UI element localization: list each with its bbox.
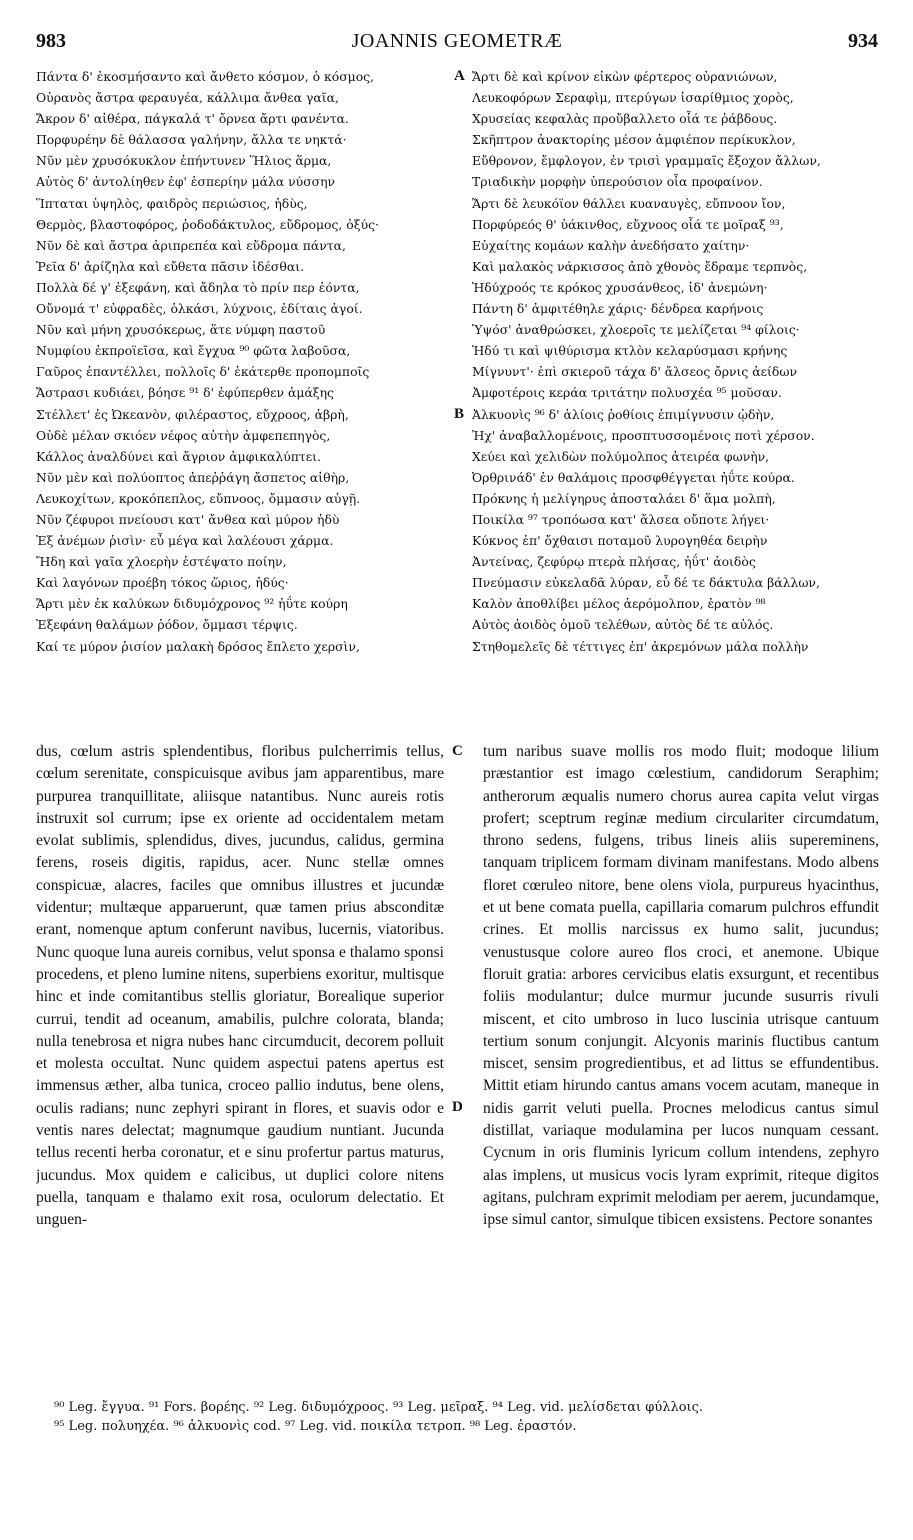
verse-line: Τριαδικὴν μορφὴν ὑπερούσιον οἷα προφαίνον. <box>472 174 763 190</box>
verse-line: Ποικίλα ⁹⁷ τροπόωσα κατ' ἄλσεα οὔποτε λήγει· <box>472 511 770 527</box>
latin-translation-column-right: tum naribus suave mollis ros modo fluit; modoque lilium præstantior est imago cœlestium, candidorum Seraphim; antherorum æqualis numero chorus aurea capita velut virgas profert; sceptrum reginæ medium circulariter circumdatum, throno sedens, fulgens, tribus lineis aliis supereminens, tanquam triplicem formam divinam manifestans. Modo albens floret cœruleo nitore, bene olens viola, purpureus hyacinthus, et ut bene comata puella, capillaria comarum pulchros effundit crines. Et mollis narcissus ex humo salit, jucundus; venustusque colore aureo flos croci, et anemone. Ubique floruit gratia: arbores cervicibus elatis exsurgunt, et recentibus foliis modulantur; dulce murmur jucunde susurris rivuli miscent, et cito umbroso in luco luscinia utrisque cantuum tertium sonum conjungit. Alcyonis marinis fluctibus cantum miscet, sensim progredientibus, et ad littus se effundentibus. Mittit etiam hirundo cantus amans vocem acutam, maneque in nidis garrit veluti puella. Procnes melodicus cantus simul distillat, variaque modulamina per lucos nunquam cessant. Cycnum in oris fluminis lyricum collum intendens, zephyro alas implens, ut musicus vocis lyram exprimit, riteque digitos agitans, pulchram exprimit melodiam per aerem, jucundamque, ipse simul cantor, simulque tibicen exsistens. Pectore sonantes <box>483 743 879 1229</box>
margin-marker-c: C <box>452 743 463 759</box>
verse-line: Ἄρτι δὲ καὶ κρίνον εἰκὼν φέρτερος οὐρανιώνων, <box>472 69 778 84</box>
verse-line: Ἵπταται ὑψηλὸς, φαιδρὸς περιώσιος, ἡδὺς, <box>36 195 308 211</box>
verse-line: Κύκνος ἐπ' ὄχθαισι ποταμοῦ λυρογηθέα δειρὴν <box>472 533 768 549</box>
verse-line: Καὶ λαγόνων προέβη τόκος ὥριος, ἡδύς· <box>36 575 289 591</box>
page-number-left: 983 <box>36 30 66 52</box>
verse-line: Πολλὰ δέ γ' ἐξεφάνη, καὶ ἄδηλα τὸ πρίν περ ἐόντα, <box>36 279 360 295</box>
footnote-line: ⁹⁰ Leg. ἔγγυα. ⁹¹ Fors. βορέης. ⁹² Leg. διδυμόχροος. ⁹³ Leg. μεῖραξ. ⁹⁴ Leg. vid. μελίσδεται φύλλοις. <box>54 1400 704 1415</box>
verse-line: Οὔνομά τ' εὐφραδὲς, ὁλκάσι, λύχνοις, ἐδίταις ἁγοί. <box>36 301 363 317</box>
verse-line: Πνεύμασιν εὐκελαδᾶ λύραν, εὖ δέ τε δάκτυλα βάλλων, <box>472 575 820 591</box>
verse-line: Ἀντείνας, ζεφύρῳ πτερὰ πλήσας, ἠΰτ' ἀοιδὸς <box>472 554 756 570</box>
verse-line: Νυμφίου ἐκπροϊεῖσα, καὶ ἔγχυα ⁹⁰ φῶτα λαβοῦσα, <box>36 343 351 359</box>
verse-line: Μίγνυντ'· ἐπὶ σκιεροῦ τάχα δ' ἄλσεος ὄρνις ἀείδων <box>472 364 798 380</box>
verse-line: Οὐδὲ μέλαν σκιόεν νέφος αὐτὴν ἀμφεπεπηγὸς, <box>36 427 331 443</box>
verse-line: Ὑψόσ' ἀναθρώσκει, χλοεροῖς τε μελίζεται ⁹⁴ φίλοις· <box>472 322 800 338</box>
verse-line: Γαῦρος ἐπαντέλλει, πολλοῖς δ' ἑκάτερθε προπομποῖς <box>36 364 370 380</box>
verse-line: Ἤδη καὶ γαῖα χλοερὴν ἑστέψατο ποίην, <box>36 554 287 570</box>
verse-line: Θερμὸς, βλαστοφόρος, ῥοδοδάκτυλος, εὔδρομος, ὀξύς· <box>36 216 379 232</box>
margin-marker-b: B <box>454 406 465 422</box>
verse-line: Ἀμφοτέροις κεράα τριτάτην πολυσχέα ⁹⁵ μοῦσαν. <box>472 385 782 401</box>
verse-line: Ἀλκυονὶς ⁹⁶ δ' ἁλίοις ῥοθίοις ἐπιμίγνυσιν ᾠδὴν, <box>472 406 775 422</box>
verse-line: Καὶ μαλακὸς νάρκισσος ἀπὸ χθονὸς ἔδραμε τερπνὸς, <box>472 258 808 274</box>
verse-line: Λευκοχίτων, κροκόπεπλος, εὔπνοος, ὄμμασιν αὐγῇ. <box>36 490 361 506</box>
verse-line: Κάλλος ἀναλδύνει καὶ ἄγριον ἀμφικαλύπτει. <box>36 448 321 464</box>
margin-marker-a: A <box>454 68 465 84</box>
verse-line: Νῦν μὲν καὶ πολύοπτος ἀπεῤῥάγη ἄσπετος αἰθὴρ, <box>36 469 350 485</box>
verse-line: Καί τε μύρον ῥισίον μαλακὴ δρόσος ἔπλετο χερσὶν, <box>36 638 360 654</box>
verse-line: Πάντη δ' ἀμφιτέθηλε χάρις· δένδρεα καρήνοις <box>472 301 764 317</box>
verse-line: Εὔθρονον, ἔμφλογον, ἐν τρισὶ γραμμαῖς ἔξοχον ἄλλων, <box>472 153 821 169</box>
verse-line: Στηθομελεῖς δὲ τέττιγες ἐπ' ἀκρεμόνων μάλα πολλὴν <box>472 638 809 654</box>
margin-marker-d: D <box>452 1099 463 1115</box>
verse-line: Νῦν δὲ καὶ ἄστρα ἀριπρεπέα καὶ εὔδρομα πάντα, <box>36 237 346 253</box>
running-title: JOANNIS GEOMETRÆ <box>351 30 563 52</box>
running-header <box>36 30 878 58</box>
verse-line: Ἠχ' ἀναβαλλομένοις, προσπτυσσομένοις ποτὶ χέρσον. <box>472 427 815 443</box>
verse-line: Χρυσείας κεφαλὰς προὔβαλλετο οἷά τε ῥάβδους. <box>472 111 778 127</box>
verse-line: Οὐρανὸς ἄστρα φεραυγέα, κάλλιμα ἄνθεα γαῖα, <box>36 90 339 106</box>
verse-line: Νῦν καὶ μήνη χρυσόκερως, ἅτε νύμφη παστοῦ <box>36 322 326 338</box>
verse-line: Ἡδύχροός τε κρόκος χρυσάνθεος, ἰδ' ἀνεμώνη· <box>472 279 768 295</box>
footnotes <box>54 1398 878 1436</box>
verse-line: Εὐχαίτης κομάων καλὴν ἀνεδήσατο χαίτην· <box>472 237 750 253</box>
verse-line: Ῥεῖα δ' ἀρίζηλα καὶ εὔθετα πᾶσιν ἰδέσθαι. <box>36 258 305 274</box>
verse-line: Ἄρτι μὲν ἐκ καλύκων διδυμόχρονος ⁹² ἠΰτε κούρη <box>36 596 348 612</box>
verse-line: Λευκοφόρων Σεραφὶμ, πτερύγων ἰσαρίθμιος χορὸς, <box>472 90 794 106</box>
verse-line: Πορφύρεός θ' ὑάκινθος, εὔχνοος οἷά τε μοῖραξ ⁹³, <box>472 216 784 232</box>
verse-line: Ὀρθρινάδ' ἐν θαλάμοις προσφθέγγεται ἠΰτε κούρα. <box>472 469 795 485</box>
verse-line: Στέλλετ' ἐς Ὠκεανὸν, φιλέραστος, εὔχροος, ἁβρὴ, <box>36 406 349 422</box>
page-number-right: 934 <box>848 30 878 52</box>
verse-line: Σκῆπτρον ἀνακτορίης μέσον ἀμφιέπον περίκυκλον, <box>472 132 796 148</box>
latin-translation-column-left: dus, cœlum astris splendentibus, floribus pulcherrimis tellus, cœlum serenitate, conspicuisque avibus jam apparentibus, mare purpurea tranquillitate, aliisque natantibus. Nunc aureis rotis instruxit sol currum; ipse ex oriente ad occidentalem metam evolat sublimis, splendidus, dives, jucundus, calidus, germina ferens, roseis digitis, rapidus, acer. Nunc stellæ omnes conspicuæ, alacres, faciles que omnibus illustres et jucundæ videntur; multæque apparuerunt, quæ tamen prius absconditæ erant, nomenque aptum conferunt navibus, lucernis, viatoribus. Nunc quoque luna aureis cornibus, velut sponsa e thalamo sponsi procedens, et pleno lumine nitens, superbiens exoritur, multisque hinc et inde comitantibus stellis gloriatur, Borealique superior currui, tendit ad oceanum, amabilis, pulchre colorata, blanda; nulla tenebrosa et nigra nubes hanc circumducit, decorem polluit et molesta occultat. Nunc quidem aspectui patens apertus est immensus æther, alba tunica, croceo pallio indutus, bene olens, oculis radians; nunc zephyri spirant in flores, et suavis odor e ventis nares delectat; magnumque gaudium nuntiant. Jucunda tellus recenti herba coronatur, et e sinu profertur partus maturus, jucundus. Mox quidem e calicibus, ut duplici colore nitens puella, tanquam e thalamo exit rosa, oculorum delectatio. Et unguen- <box>36 743 444 1229</box>
footnote-line: ⁹⁵ Leg. πολυηχέα. ⁹⁶ ἀλκυονὶς cod. ⁹⁷ Leg. vid. ποικίλα τετροπ. ⁹⁸ Leg. ἐραστόν. <box>54 1419 577 1434</box>
verse-line: Ἄρτι δὲ λευκόϊον θάλλει κυαναυγὲς, εὔπνοον ἴον, <box>472 195 786 211</box>
verse-line: Νῦν ζέφυροι πνείουσι κατ' ἄνθεα καὶ μύρον ἡδὺ <box>36 511 340 527</box>
greek-verse-column-right <box>472 66 882 720</box>
verse-line: Νῦν μὲν χρυσόκυκλον ἐπήντυνεν Ἥλιος ἅρμα, <box>36 153 332 169</box>
verse-line: Ἄκρον δ' αἰθέρα, πάγκαλά τ' ὄρνεα ἄρτι φανέντα. <box>36 111 349 127</box>
verse-line: Ἐξεφάνη θαλάμων ῥόδον, ὄμμασι τέρψις. <box>36 617 298 633</box>
verse-line: Αὐτὸς δ' ἀντολίηθεν ἐφ' ἑσπερίην μάλα νύσσην <box>36 174 336 190</box>
verse-line: Πρόκνης ἡ μελίγηρυς ἀποσταλάει δ' ἅμα μολπὴ, <box>472 490 776 506</box>
verse-line: Πάντα δ' ἐκοσμήσαντο καὶ ἄνθετο κόσμον, ὁ κόσμος, <box>36 69 375 84</box>
verse-line: Χεύει καὶ χελιδὼν πολύμολπος ἀτειρέα φωνὴν, <box>472 448 770 464</box>
verse-line: Ἄστρασι κυδιάει, βόησε ⁹¹ δ' ἐφύπερθεν ἁμάξης <box>36 385 334 401</box>
verse-line: Πορφυρέην δὲ θάλασσα γαλήνην, ἄλλα τε νηκτά· <box>36 132 347 148</box>
verse-line: Αὐτὸς ἀοιδὸς ὁμοῦ τελέθων, αὐτὸς δέ τε αὐλός. <box>472 617 774 633</box>
verse-line: Καλὸν ἀποθλίβει μέλος ἀερόμολπον, ἐρατὸν ⁹⁸ <box>472 596 766 612</box>
verse-line: Ἐξ ἀνέμων ῥισὶν· εὖ μέγα καὶ λαλέουσι χάρμα. <box>36 533 334 549</box>
verse-line: Ἡδύ τι καὶ ψιθύρισμα κτλὸν κελαρύσμασι κρήνης <box>472 343 788 359</box>
greek-verse-column-left <box>36 66 452 720</box>
